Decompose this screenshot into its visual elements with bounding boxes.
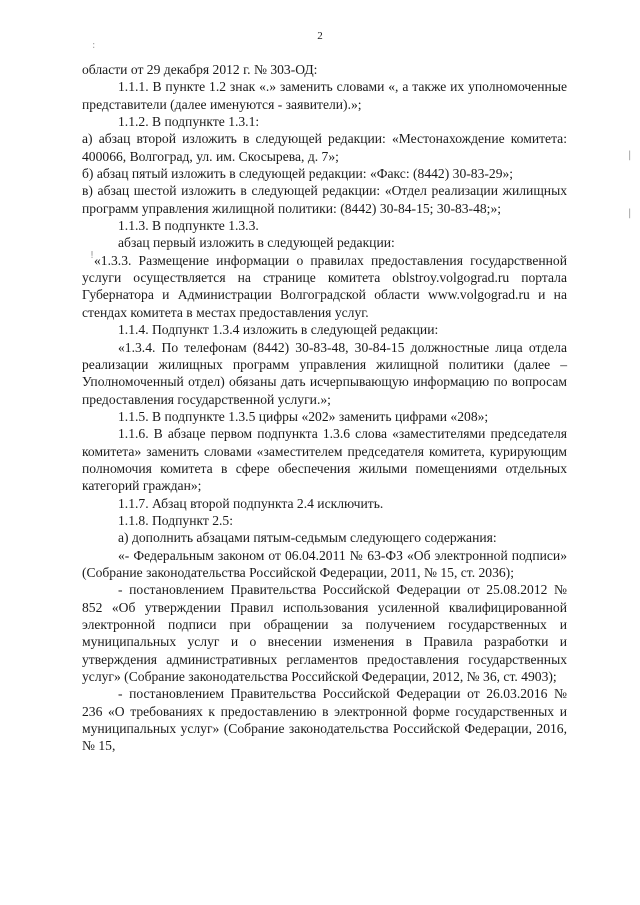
paragraph: области от 29 декабря 2012 г. № 303-ОД: [82, 62, 318, 77]
paragraph: «- Федеральным законом от 06.04.2011 № 63-ФЗ «Об электронной подписи» (Собрание законодательства Российской Федерации, 2011, № 15, ст. 2036); [82, 547, 567, 580]
paragraph: 1.1.7. Абзац второй подпункта 2.4 исключить. [118, 495, 384, 511]
paragraph: «1.3.4. По телефонам (8442) 30-83-48, 30-84-15 должностные лица отдела реализации жилищных программ управления жилищной политики (далее – Уполномоченный отдел) обязаны дать исчерпывающую информацию по вопросам предоставления государственной услуги.»; [82, 339, 567, 407]
paragraph: в) абзац шестой изложить в следующей редакции: «Отдел реализации жилищных программ управления жилищной политики: (8442) 30-84-15; 30-83-48;»; [82, 183, 567, 216]
scan-artifact-right-top: | [628, 150, 632, 161]
paragraph: 1.1.8. Подпункт 2.5: [118, 512, 234, 528]
paragraph: 1.1.6. В абзаце первом подпункта 1.3.6 слова «заместителями председателя комитета» заменить словами «заместителем председателя комитета, курирующим полномочия комитета в сфере обеспечения жилыми помещениями отдельных категорий граждан»; [82, 426, 567, 494]
scan-artifact-left: : [92, 40, 96, 51]
paragraph: б) абзац пятый изложить в следующей редакции: «Факс: (8442) 30-83-29»; [82, 166, 514, 182]
paragraph: 1.1.1. В пункте 1.2 знак «.» заменить словами «, а также их уполномоченные представители (далее именуются - заявители).»; [82, 79, 567, 112]
document-body [82, 61, 567, 755]
scan-artifact-right-bottom: | [628, 208, 632, 219]
scan-artifact-left-mid: ! [90, 250, 95, 261]
paragraph: - постановлением Правительства Российской Федерации от 25.08.2012 № 852 «Об утверждении Правил использования усиленной квалифицированной электронной подписи при обращении за получением государственных и муниципальных услуг и о внесении изменения в Правила разработки и утверждения административных регламентов предоставления государственных услуг» (Собрание законодательства Российской Федерации, 2012, № 36, ст. 4903); [82, 582, 567, 685]
paragraph: а) абзац второй изложить в следующей редакции: «Местонахождение комитета: 400066, Волгоград, ул. им. Скосырева, д. 7»; [82, 131, 567, 164]
paragraph: 1.1.2. В подпункте 1.3.1: [118, 114, 260, 130]
page-number: 2 [317, 30, 323, 42]
paragraph: а) дополнить абзацами пятым-седьмым следующего содержания: [118, 530, 497, 546]
paragraph: «1.3.3. Размещение информации о правилах предоставления государственной услуги осуществляется на странице комитета oblstroy.volgograd.ru портала Губернатора и Администрации Волгоградской области www.volgograd.ru и на стендах комитета в местах предоставления услуг. [82, 252, 567, 320]
paragraph: 1.1.4. Подпункт 1.3.4 изложить в следующей редакции: [118, 322, 439, 338]
paragraph: 1.1.5. В подпункте 1.3.5 цифры «202» заменить цифрами «208»; [118, 408, 489, 424]
paragraph: 1.1.3. В подпункте 1.3.3. [118, 218, 259, 234]
paragraph: - постановлением Правительства Российской Федерации от 26.03.2016 № 236 «О требованиях к предоставлению в электронной форме государственных и муниципальных услуг» (Собрание законодательства Российской Федерации, 2016, № 15, [82, 686, 567, 754]
paragraph: абзац первый изложить в следующей редакции: [118, 235, 395, 251]
